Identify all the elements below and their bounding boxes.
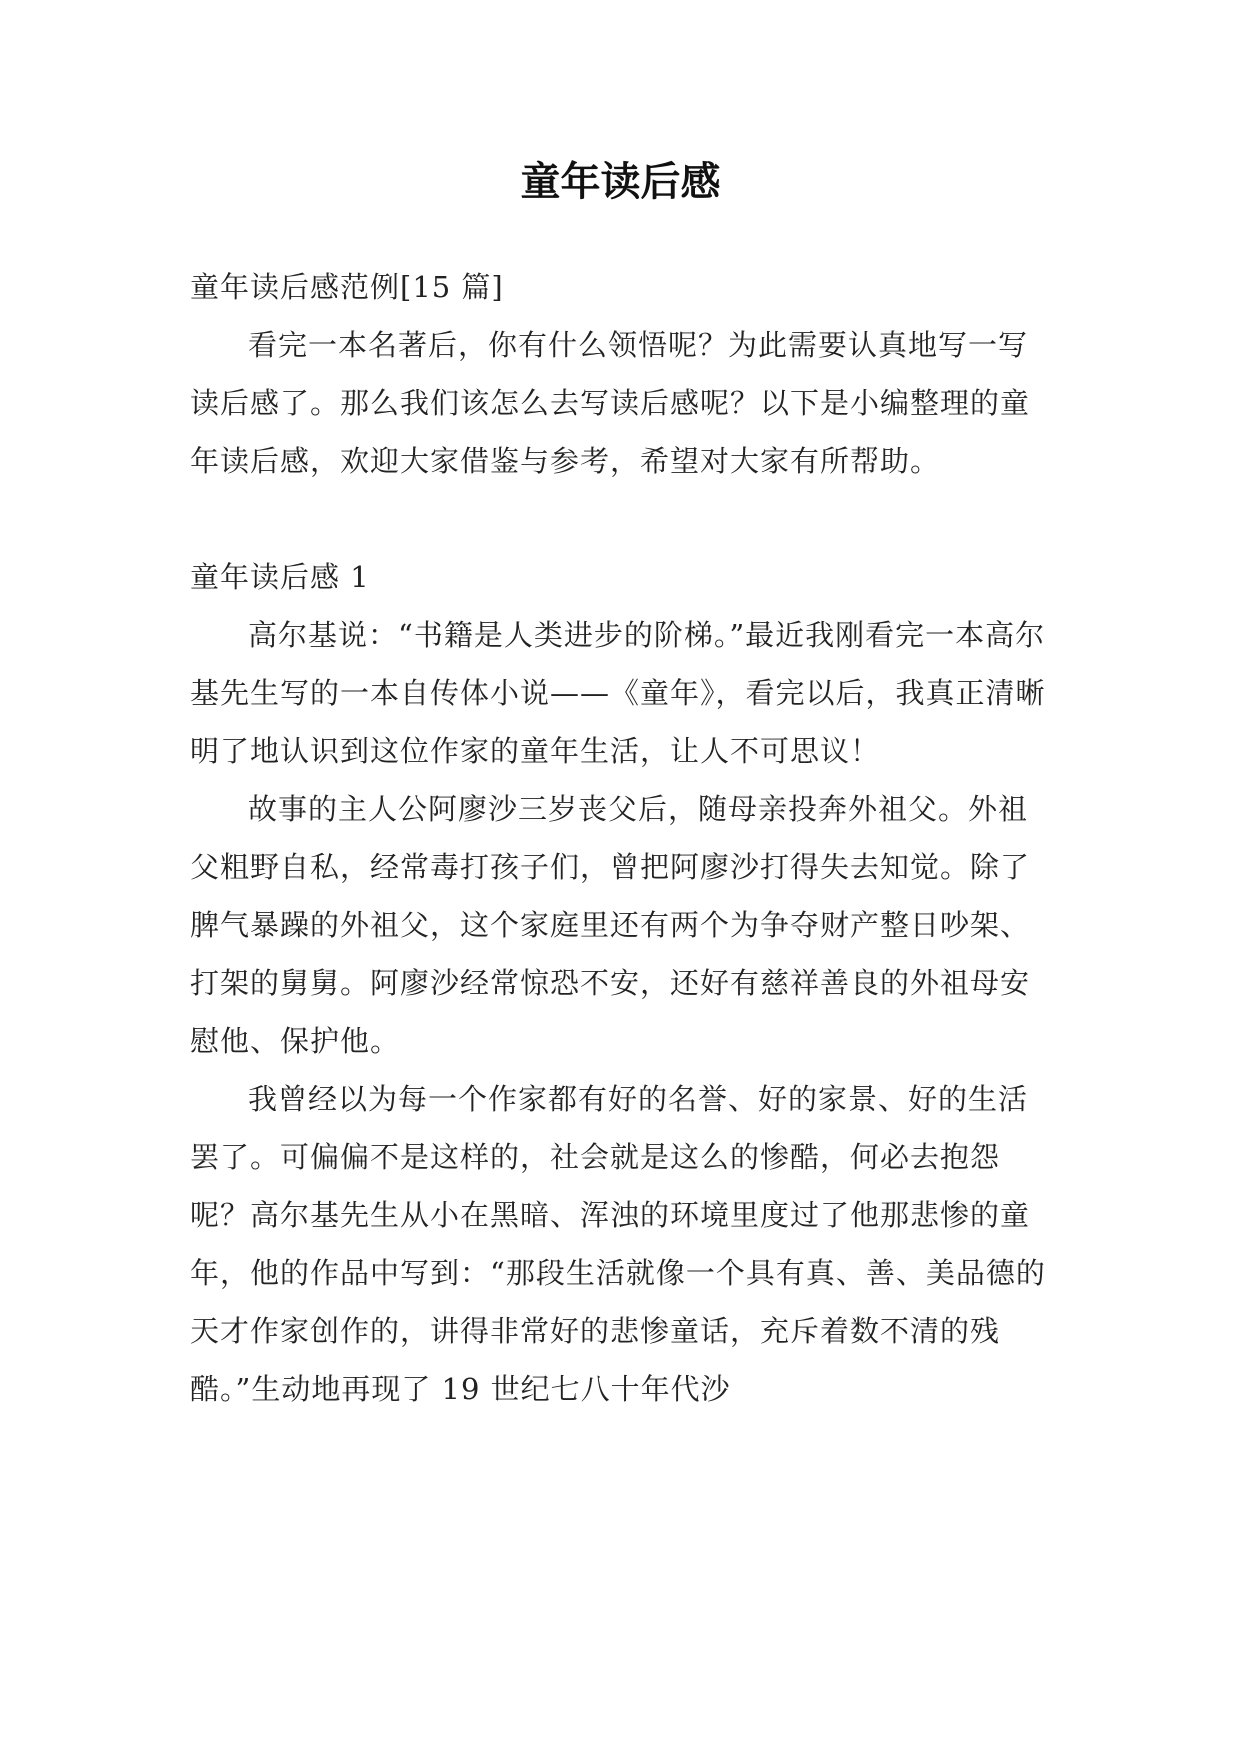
body-paragraph: 高尔基说：“书籍是人类进步的阶梯。”最近我刚看完一本高尔基先生写的一本自传体小说——《童年》，看完以后，我真正清晰明了地认识到这位作家的童年生活，让人不可思议！ <box>190 618 1046 768</box>
body-paragraph: 我曾经以为每一个作家都有好的名誉、好的家景、好的生活罢了。可偏偏不是这样的，社会就是这么的惨酷，何必去抱怨呢？高尔基先生从小在黑暗、浑浊的环境里度过了他那悲惨的童年，他的作品中写到：“那段生活就像一个具有真、善、美品德的天才作家创作的，讲得非常好的悲惨童话，充斥着数不清的残酷。”生动地再现了 19 世纪七八十年代沙 <box>190 1082 1046 1406</box>
document-body <box>190 258 1050 1418</box>
document-title: 童年读后感 <box>520 159 721 205</box>
collection-subtitle: 童年读后感范例[15 篇] <box>190 270 504 304</box>
section-heading: 童年读后感 1 <box>190 560 370 594</box>
intro-paragraph: 看完一本名著后，你有什么领悟呢？为此需要认真地写一写读后感了。那么我们该怎么去写读后感呢？以下是小编整理的童年读后感，欢迎大家借鉴与参考，希望对大家有所帮助。 <box>190 328 1031 478</box>
section-spacer <box>190 490 1050 548</box>
body-paragraph: 故事的主人公阿廖沙三岁丧父后，随母亲投奔外祖父。外祖父粗野自私，经常毒打孩子们，曾把阿廖沙打得失去知觉。除了脾气暴躁的外祖父，这个家庭里还有两个为争夺财产整日吵架、打架的舅舅。阿廖沙经常惊恐不安，还好有慈祥善良的外祖母安慰他、保护他。 <box>190 792 1031 1058</box>
